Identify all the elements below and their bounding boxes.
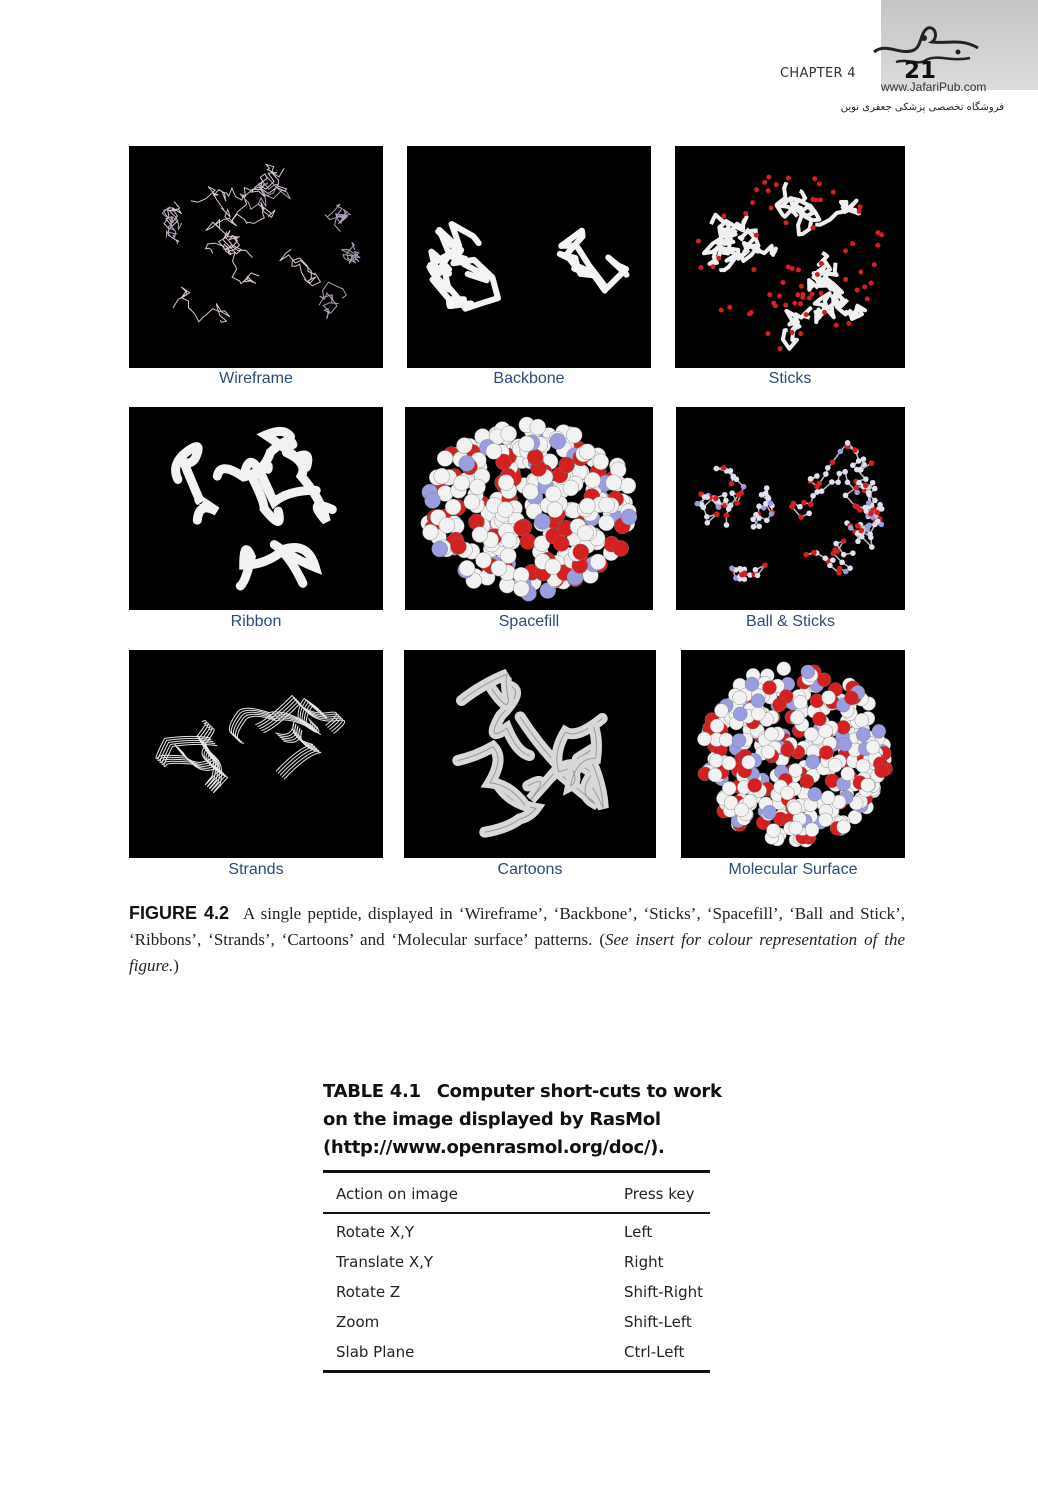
figure-panel-spacefill xyxy=(405,407,653,610)
cell-key: Ctrl-Left xyxy=(624,1337,710,1372)
figure-panel-ballstick xyxy=(676,407,905,610)
panel-label: Sticks xyxy=(768,370,812,387)
page-number: 21 xyxy=(904,58,937,84)
caption-text: A single peptide, displayed in ‘Wireframe’, ‘Backbone’, ‘Sticks’, ‘Spacefill’, ‘Ball and Stick’, ‘Ribbons’, ‘Strands’, ‘Cartoons’ and ‘Molecular surface’ patterns. ( xyxy=(129,904,905,949)
figure-panel-strands xyxy=(129,650,383,858)
panel-label: Strands xyxy=(228,861,284,878)
strands-molecule-render xyxy=(129,650,383,858)
cell-action: Rotate X,Y xyxy=(336,1223,415,1241)
panel-label: Wireframe xyxy=(219,370,293,387)
cell-action: Rotate Z xyxy=(336,1283,401,1301)
cell-action: Slab Plane xyxy=(323,1337,624,1372)
table-row xyxy=(323,1247,710,1277)
ribbon-molecule-render xyxy=(129,407,383,610)
cell-key: Left xyxy=(624,1223,653,1241)
cartoons-molecule-render xyxy=(404,650,656,858)
cell-key: Right xyxy=(624,1253,664,1271)
table-row xyxy=(323,1307,710,1337)
cell-action: Translate X,Y xyxy=(336,1253,434,1271)
table-number: TABLE 4.1 xyxy=(323,1081,421,1102)
header-key: Press key xyxy=(624,1172,710,1214)
figure-panel-backbone xyxy=(407,146,651,368)
figure-panel-cartoons xyxy=(404,650,656,858)
panel-label: Cartoons xyxy=(497,861,563,878)
surface-molecule-render xyxy=(681,650,905,858)
figure-panel-wireframe xyxy=(129,146,383,368)
figure-panel-sticks xyxy=(675,146,905,368)
panel-label: Backbone xyxy=(493,370,565,387)
caption-italic: See insert for colour representation of the figure. xyxy=(129,930,905,975)
table-title-text: Computer short-cuts to work on the image displayed by RasMol (http://www.openrasmol.org/doc/). xyxy=(323,1081,722,1158)
site-url: www.JafariPub.com xyxy=(881,80,987,94)
panel-label: Molecular Surface xyxy=(728,861,858,878)
cell-key: Shift-Right xyxy=(624,1283,704,1301)
cell-action: Zoom xyxy=(336,1313,380,1331)
header-action: Action on image xyxy=(323,1172,624,1214)
sticks-molecule-render xyxy=(675,146,905,368)
table-row xyxy=(323,1337,710,1372)
table-row xyxy=(323,1277,710,1307)
chapter-label: CHAPTER 4 xyxy=(780,66,856,81)
figure-panel-ribbon xyxy=(129,407,383,610)
table-title xyxy=(323,1078,723,1162)
caption-end: ) xyxy=(173,956,179,975)
panel-label: Ribbon xyxy=(230,613,282,630)
shop-name: فروشگاه تخصصی پزشکی جعفری نوین xyxy=(840,102,1004,113)
table-row xyxy=(323,1213,710,1247)
figure-panel-surface xyxy=(681,650,905,858)
backbone-molecule-render xyxy=(407,146,651,368)
ballstick-molecule-render xyxy=(676,407,905,610)
table-header-row xyxy=(323,1172,710,1214)
cell-key: Shift-Left xyxy=(624,1313,692,1331)
figure-caption xyxy=(129,900,905,979)
panel-label: Ball & Sticks xyxy=(746,613,835,630)
wireframe-molecule-render xyxy=(129,146,383,368)
figure-label: FIGURE 4.2 xyxy=(129,903,230,923)
shortcuts-table xyxy=(323,1170,710,1373)
spacefill-molecule-render xyxy=(405,407,653,610)
panel-label: Spacefill xyxy=(498,613,560,630)
